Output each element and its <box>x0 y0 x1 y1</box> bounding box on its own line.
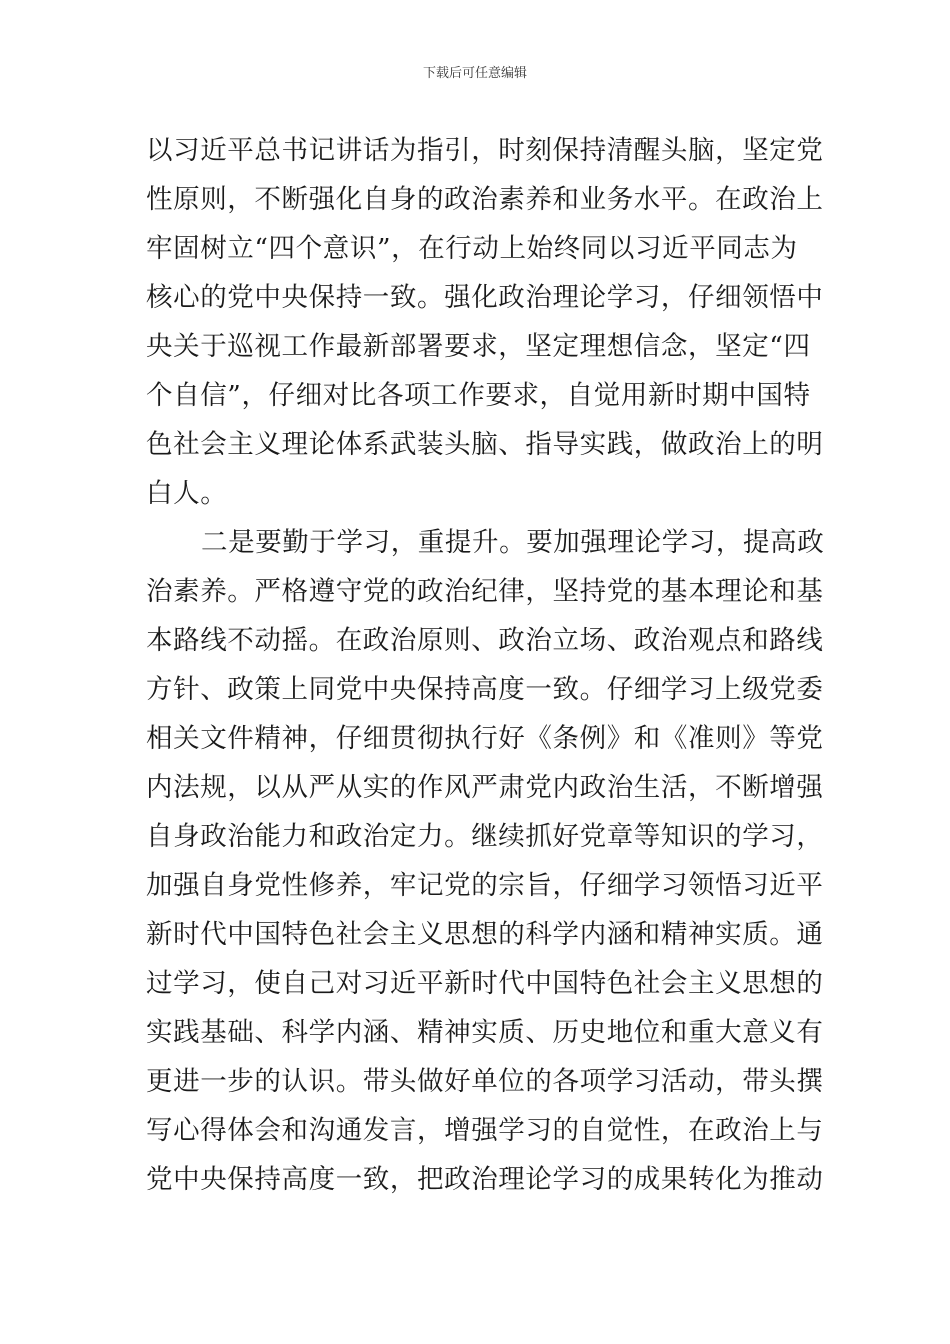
text-line: 核心的党中央保持一致。强化政治理论学习，仔细领悟中 <box>146 282 824 313</box>
text-line: 本路线不动摇。在政治原则、政治立场、政治观点和路线 <box>146 625 824 656</box>
text-line: 性原则，不断强化自身的政治素养和业务水平。在政治上 <box>146 184 824 215</box>
text-line: 内法规，以从严从实的作风严肃党内政治生活，不断增强 <box>146 772 824 803</box>
text-line: 党中央保持高度一致，把政治理论学习的成果转化为推动 <box>146 1164 824 1195</box>
paragraph-first-line: 二是要勤于学习，重提升。要加强理论学习，提高政 <box>201 527 825 558</box>
text-line: 实践基础、科学内涵、精神实质、历史地位和重大意义有 <box>146 1017 824 1048</box>
document-body <box>146 126 825 1204</box>
header-note: 下载后可任意编辑 <box>422 66 527 81</box>
text-line: 方针、政策上同党中央保持高度一致。仔细学习上级党委 <box>146 674 824 705</box>
text-line: 过学习，使自己对习近平新时代中国特色社会主义思想的 <box>146 968 824 999</box>
text-line: 央关于巡视工作最新部署要求，坚定理想信念，坚定“四 <box>146 331 811 362</box>
text-line: 自身政治能力和政治定力。继续抓好党章等知识的学习， <box>146 821 824 852</box>
text-line: 加强自身党性修养，牢记党的宗旨，仔细学习领悟习近平 <box>146 870 824 901</box>
text-line: 更进一步的认识。带头做好单位的各项学习活动，带头撰 <box>146 1066 824 1097</box>
text-line: 牢固树立“四个意识”，在行动上始终同以习近平同志为 <box>146 233 798 264</box>
text-line: 治素养。严格遵守党的政治纪律，坚持党的基本理论和基 <box>146 576 824 607</box>
text-line: 色社会主义理论体系武装头脑、指导实践，做政治上的明 <box>146 429 824 460</box>
text-line: 新时代中国特色社会主义思想的科学内涵和精神实质。通 <box>146 919 824 950</box>
text-line: 写心得体会和沟通发言，增强学习的自觉性，在政治上与 <box>146 1115 824 1146</box>
text-line: 以习近平总书记讲话为指引，时刻保持清醒头脑，坚定党 <box>146 135 824 166</box>
text-line: 个自信”，仔细对比各项工作要求，自觉用新时期中国特 <box>146 380 811 411</box>
text-line: 白人。 <box>146 478 228 509</box>
text-line: 相关文件精神，仔细贯彻执行好《条例》和《准则》等党 <box>146 723 824 754</box>
